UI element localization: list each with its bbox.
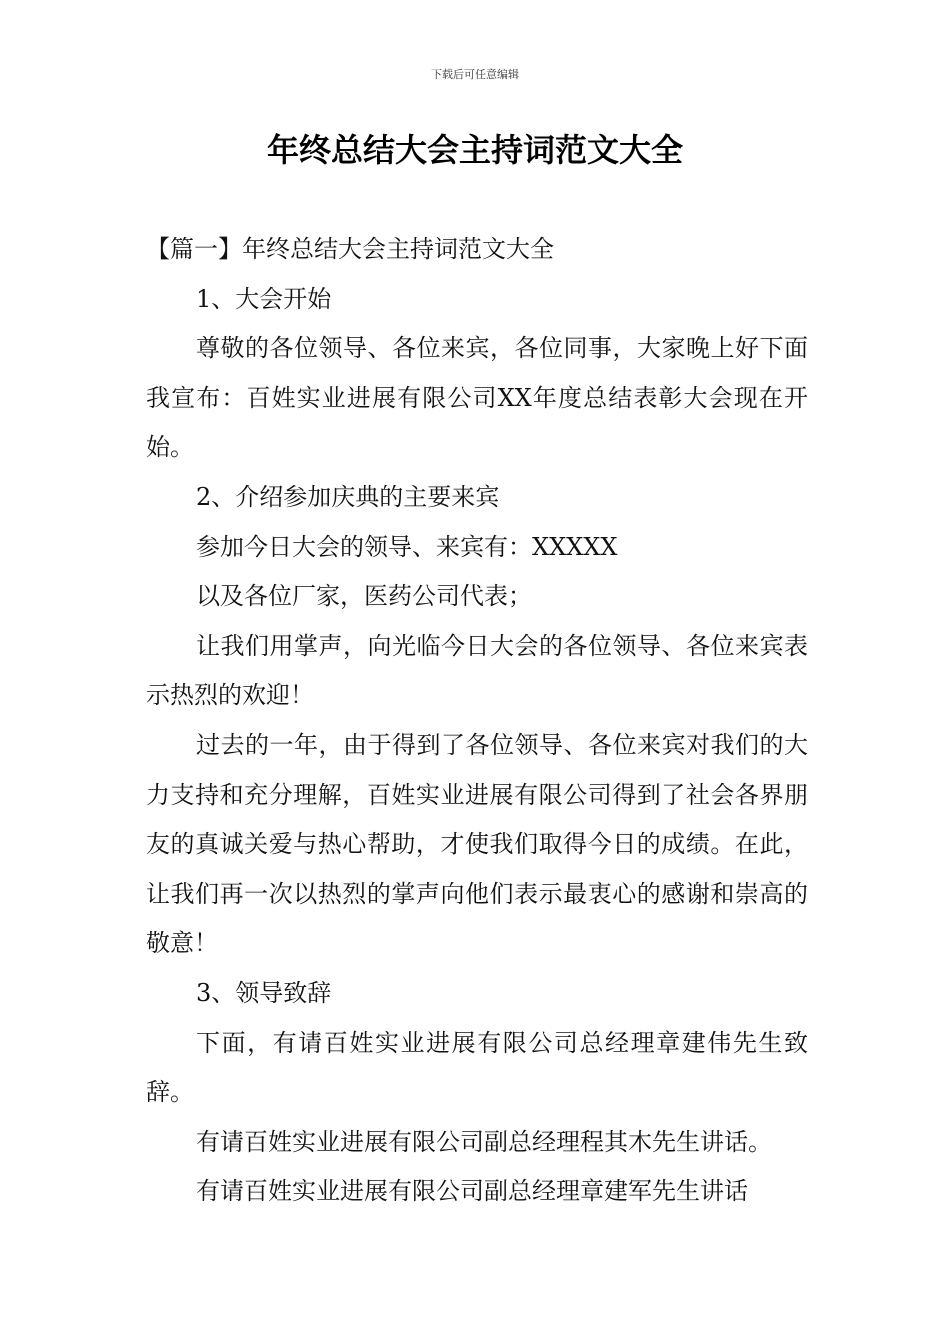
document-body xyxy=(146,225,808,1217)
paragraph: 尊敬的各位领导、各位来宾，各位同事，大家晚上好下面我宣布：百姓实业进展有限公司XX年度总结表彰大会现在开始。 xyxy=(146,334,808,462)
item-heading: 1、大会开始 xyxy=(196,284,332,313)
document-title: 年终总结大会主持词范文大全 xyxy=(266,131,683,169)
paragraph: 参加今日大会的领导、来宾有：XXXXX xyxy=(196,532,618,561)
paragraph: 过去的一年，由于得到了各位领导、各位来宾对我们的大力支持和充分理解，百姓实业进展有限公司得到了社会各界朋友的真诚关爱与热心帮助，才使我们取得今日的成绩。在此，让我们再一次以热烈的掌声向他们表示最衷心的感谢和崇高的敬意！ xyxy=(146,730,808,958)
header-note: 下载后可任意编辑 xyxy=(431,68,519,81)
paragraph: 下面，有请百姓实业进展有限公司总经理章建伟先生致辞。 xyxy=(146,1028,808,1107)
paragraph: 以及各位厂家，医药公司代表； xyxy=(196,582,532,611)
item-heading: 3、领导致辞 xyxy=(196,978,332,1007)
paragraph: 有请百姓实业进展有限公司副总经理章建军先生讲话 xyxy=(196,1177,748,1206)
item-heading: 2、介绍参加庆典的主要来宾 xyxy=(196,482,500,511)
paragraph: 有请百姓实业进展有限公司副总经理程其木先生讲话。 xyxy=(196,1127,772,1156)
paragraph: 让我们用掌声，向光临今日大会的各位领导、各位来宾表示热烈的欢迎！ xyxy=(146,631,808,710)
section-heading: 【篇一】年终总结大会主持词范文大全 xyxy=(146,235,554,263)
